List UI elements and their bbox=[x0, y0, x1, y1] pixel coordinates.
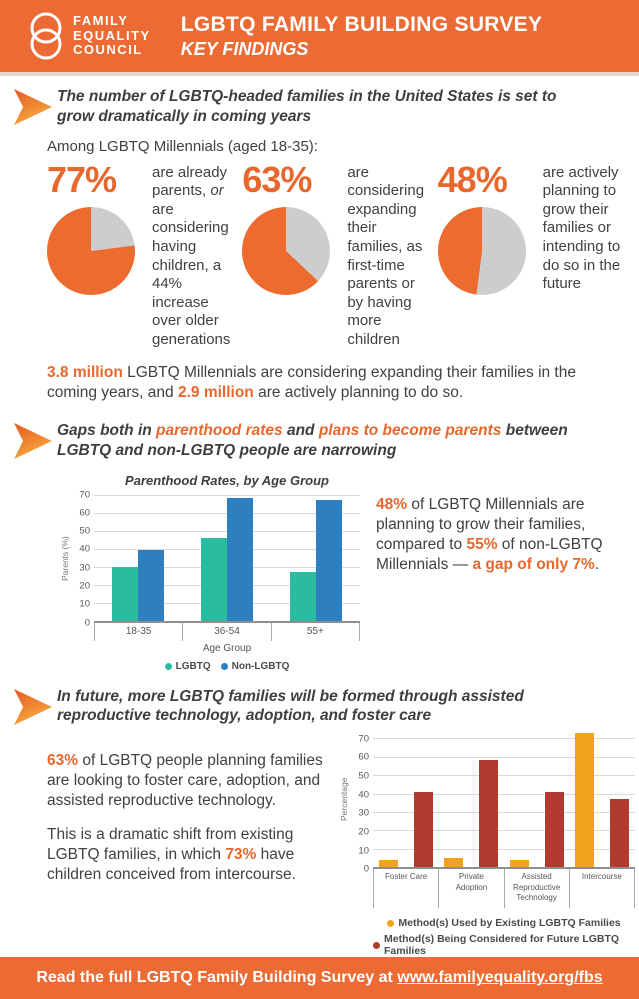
header bbox=[0, 0, 639, 76]
future-families-text bbox=[47, 751, 339, 957]
legend-label: Method(s) Being Considered for Future LGBTQ Families bbox=[384, 933, 620, 958]
section2-row bbox=[47, 461, 623, 672]
logo-wordmark bbox=[73, 14, 151, 59]
x-category-label: 18-35 bbox=[94, 623, 183, 641]
stats-row bbox=[47, 158, 623, 350]
y-tick-label: 50 bbox=[79, 525, 90, 537]
text-span: are considering expanding their families, as first-time parents or by having more children bbox=[347, 163, 425, 348]
stat-48-percent bbox=[437, 158, 623, 350]
legend-item bbox=[387, 917, 620, 929]
stat-visual bbox=[47, 158, 143, 350]
y-tick-label: 0 bbox=[84, 617, 90, 629]
text-span: 73% bbox=[225, 845, 257, 863]
text-span: or bbox=[210, 182, 224, 200]
text-span: 48% bbox=[376, 495, 408, 513]
logo-circles-icon bbox=[28, 9, 64, 63]
text-span: between LGBTQ and non-LGBTQ people are narrowing bbox=[57, 421, 568, 459]
text-span: are actively planning to grow their families or intending to do so in the future bbox=[542, 163, 621, 293]
stat-63-percent bbox=[242, 158, 427, 350]
bar-group bbox=[444, 729, 498, 867]
x-category-label: 36-54 bbox=[183, 623, 271, 641]
text-span: Gaps both in bbox=[57, 421, 157, 439]
bar-method-s-used-by-existing-lgbtq-families bbox=[510, 860, 529, 867]
x-category-label: Foster Care bbox=[373, 869, 439, 908]
legend-label: Non-LGBTQ bbox=[231, 660, 290, 672]
y-tick-label: 70 bbox=[79, 489, 90, 501]
legend-dot-icon bbox=[165, 663, 172, 670]
text-span: and bbox=[282, 421, 319, 439]
bar-non-lgbtq bbox=[138, 550, 164, 620]
x-axis-categories bbox=[94, 623, 360, 641]
x-category-label: Private Adoption bbox=[439, 869, 504, 908]
section-heading: In future, more LGBTQ families will be formed through assisted reproductive technology, adoption, and foster care bbox=[57, 687, 524, 725]
text-span: have children conceived from intercourse. bbox=[47, 845, 296, 883]
x-axis-label: Age Group bbox=[202, 642, 252, 654]
footer-banner bbox=[0, 957, 639, 999]
logo-line: EQUALITY bbox=[73, 27, 151, 43]
text-span: Read the full LGBTQ Family Building Survey at bbox=[36, 969, 398, 987]
chart-body bbox=[60, 489, 360, 629]
y-axis bbox=[72, 489, 94, 629]
text-span: 2.9 million bbox=[177, 383, 254, 401]
pie-chart-77 bbox=[47, 207, 135, 295]
y-tick-label: 10 bbox=[79, 598, 90, 610]
text-span: 3.8 million bbox=[47, 363, 123, 381]
text-span: are actively planning to do so. bbox=[253, 383, 464, 401]
paragraph bbox=[47, 751, 339, 811]
main-content bbox=[0, 76, 639, 957]
legend-label: Method(s) Used by Existing LGBTQ Families bbox=[398, 917, 621, 930]
stat-value: 63% bbox=[242, 158, 312, 200]
section-arrow-icon bbox=[14, 689, 52, 725]
stat-value: 77% bbox=[47, 158, 117, 200]
stat-value: 48% bbox=[437, 158, 507, 200]
pie-chart-63 bbox=[242, 207, 330, 295]
bar-lgbtq bbox=[112, 567, 138, 621]
bar-method-s-being-considered-for-future-lgbtq-families bbox=[545, 792, 564, 867]
bar-group bbox=[290, 495, 342, 621]
legend-label: LGBTQ bbox=[175, 660, 211, 672]
page-title: LGBTQ FAMILY BUILDING SURVEY bbox=[180, 12, 543, 36]
section-heading: The number of LGBTQ-headed families in the United States is set to grow dramatically in coming years bbox=[57, 88, 557, 125]
y-axis bbox=[351, 729, 373, 875]
section-future-families bbox=[0, 687, 639, 958]
text-span: This is a dramatic shift from existing LGBTQ families, in which bbox=[47, 825, 294, 863]
section-arrow-icon bbox=[14, 423, 52, 459]
y-tick-label: 60 bbox=[79, 507, 90, 519]
text-span: of LGBTQ people planning families are looking to foster care, adoption, and assisted reproductive technology. bbox=[47, 752, 323, 810]
text-span: . bbox=[594, 555, 600, 573]
bar-method-s-used-by-existing-lgbtq-families bbox=[379, 860, 398, 867]
bar-method-s-used-by-existing-lgbtq-families bbox=[444, 858, 463, 867]
family-equality-council-logo bbox=[28, 9, 151, 63]
page-subtitle: KEY FINDINGS bbox=[180, 38, 309, 59]
legend-dot-icon bbox=[221, 663, 228, 670]
stat-visual bbox=[242, 158, 338, 350]
text-span: of non-LGBTQ Millennials — bbox=[376, 535, 603, 573]
plot-area bbox=[94, 495, 360, 623]
bar-group bbox=[201, 495, 253, 621]
millions-summary bbox=[47, 363, 612, 403]
bar-non-lgbtq bbox=[227, 498, 253, 620]
text-span: are already parents, bbox=[152, 163, 228, 200]
text-span: of LGBTQ Millennials are planning to grow their families, compared to bbox=[376, 495, 586, 553]
bar-method-s-used-by-existing-lgbtq-families bbox=[575, 733, 594, 867]
gap-note bbox=[376, 495, 623, 672]
chart-legend bbox=[373, 917, 635, 957]
y-tick-label: 40 bbox=[358, 789, 369, 801]
bar-non-lgbtq bbox=[316, 500, 342, 621]
text-span: a gap of only 7% bbox=[472, 555, 595, 573]
x-axis-categories bbox=[373, 869, 635, 908]
y-tick-label: 70 bbox=[358, 733, 369, 745]
legend-dot-icon bbox=[387, 920, 394, 927]
y-tick-label: 40 bbox=[79, 543, 90, 555]
footer-link[interactable]: www.familyequality.org/fbs bbox=[397, 969, 603, 987]
x-category-label: Intercourse bbox=[570, 869, 635, 908]
y-axis-label: Percentage bbox=[339, 777, 349, 821]
bar-group bbox=[575, 729, 629, 867]
legend-item bbox=[221, 661, 290, 672]
bar-group bbox=[510, 729, 564, 867]
bar-lgbtq bbox=[201, 538, 227, 621]
plot-area bbox=[373, 729, 635, 869]
chart-legend bbox=[94, 661, 360, 672]
stat-description bbox=[543, 162, 623, 350]
x-category-label: Assisted Reproductive Technology bbox=[505, 869, 570, 908]
text-span: plans to become parents bbox=[318, 421, 502, 439]
bar-method-s-being-considered-for-future-lgbtq-families bbox=[610, 799, 629, 867]
stat-visual bbox=[437, 158, 534, 350]
stat-77-percent bbox=[47, 158, 232, 350]
legend-item bbox=[373, 933, 635, 957]
header-titles bbox=[181, 13, 543, 60]
section-parenthood-gaps bbox=[0, 421, 639, 672]
text-span: 63% bbox=[47, 752, 79, 770]
y-tick-label: 0 bbox=[363, 863, 369, 875]
logo-line: FAMILY bbox=[73, 12, 129, 28]
section-arrow-icon bbox=[14, 89, 52, 125]
pie-chart-48 bbox=[438, 207, 526, 295]
intro-text: Among LGBTQ Millennials (aged 18-35): bbox=[47, 137, 318, 155]
paragraph bbox=[47, 825, 339, 885]
bar-group bbox=[379, 729, 433, 867]
section-family-growth bbox=[0, 87, 639, 403]
y-tick-label: 20 bbox=[358, 826, 369, 838]
text-span: are considering having children, a 44% increase over older generations bbox=[152, 200, 231, 348]
bar-group bbox=[112, 495, 164, 621]
stat-description bbox=[152, 162, 232, 350]
section3-row bbox=[47, 726, 623, 957]
stat-description bbox=[347, 162, 427, 350]
text-span: LGBTQ Millennials are considering expanding their families in the coming years, and bbox=[47, 363, 576, 401]
legend-item bbox=[165, 661, 211, 672]
y-tick-label: 50 bbox=[358, 770, 369, 782]
parenthood-rates-chart bbox=[60, 473, 360, 672]
legend-dot-icon bbox=[373, 942, 380, 949]
x-category-label: 55+ bbox=[272, 623, 360, 641]
y-tick-label: 60 bbox=[358, 751, 369, 763]
y-tick-label: 10 bbox=[358, 845, 369, 857]
y-tick-label: 30 bbox=[358, 807, 369, 819]
text-span: 55% bbox=[466, 535, 498, 553]
family-building-methods-chart bbox=[339, 729, 635, 957]
y-tick-label: 30 bbox=[79, 562, 90, 574]
text-span: parenthood rates bbox=[156, 421, 283, 439]
y-tick-label: 20 bbox=[79, 580, 90, 592]
bar-method-s-being-considered-for-future-lgbtq-families bbox=[479, 760, 498, 867]
chart-body bbox=[339, 729, 635, 875]
section-heading bbox=[57, 421, 602, 461]
chart-title: Parenthood Rates, by Age Group bbox=[125, 472, 329, 488]
logo-line: COUNCIL bbox=[73, 42, 143, 58]
bar-lgbtq bbox=[290, 572, 316, 621]
y-axis-label: Parents (%) bbox=[60, 536, 70, 581]
bar-method-s-being-considered-for-future-lgbtq-families bbox=[414, 792, 433, 867]
footer-text bbox=[36, 969, 602, 987]
